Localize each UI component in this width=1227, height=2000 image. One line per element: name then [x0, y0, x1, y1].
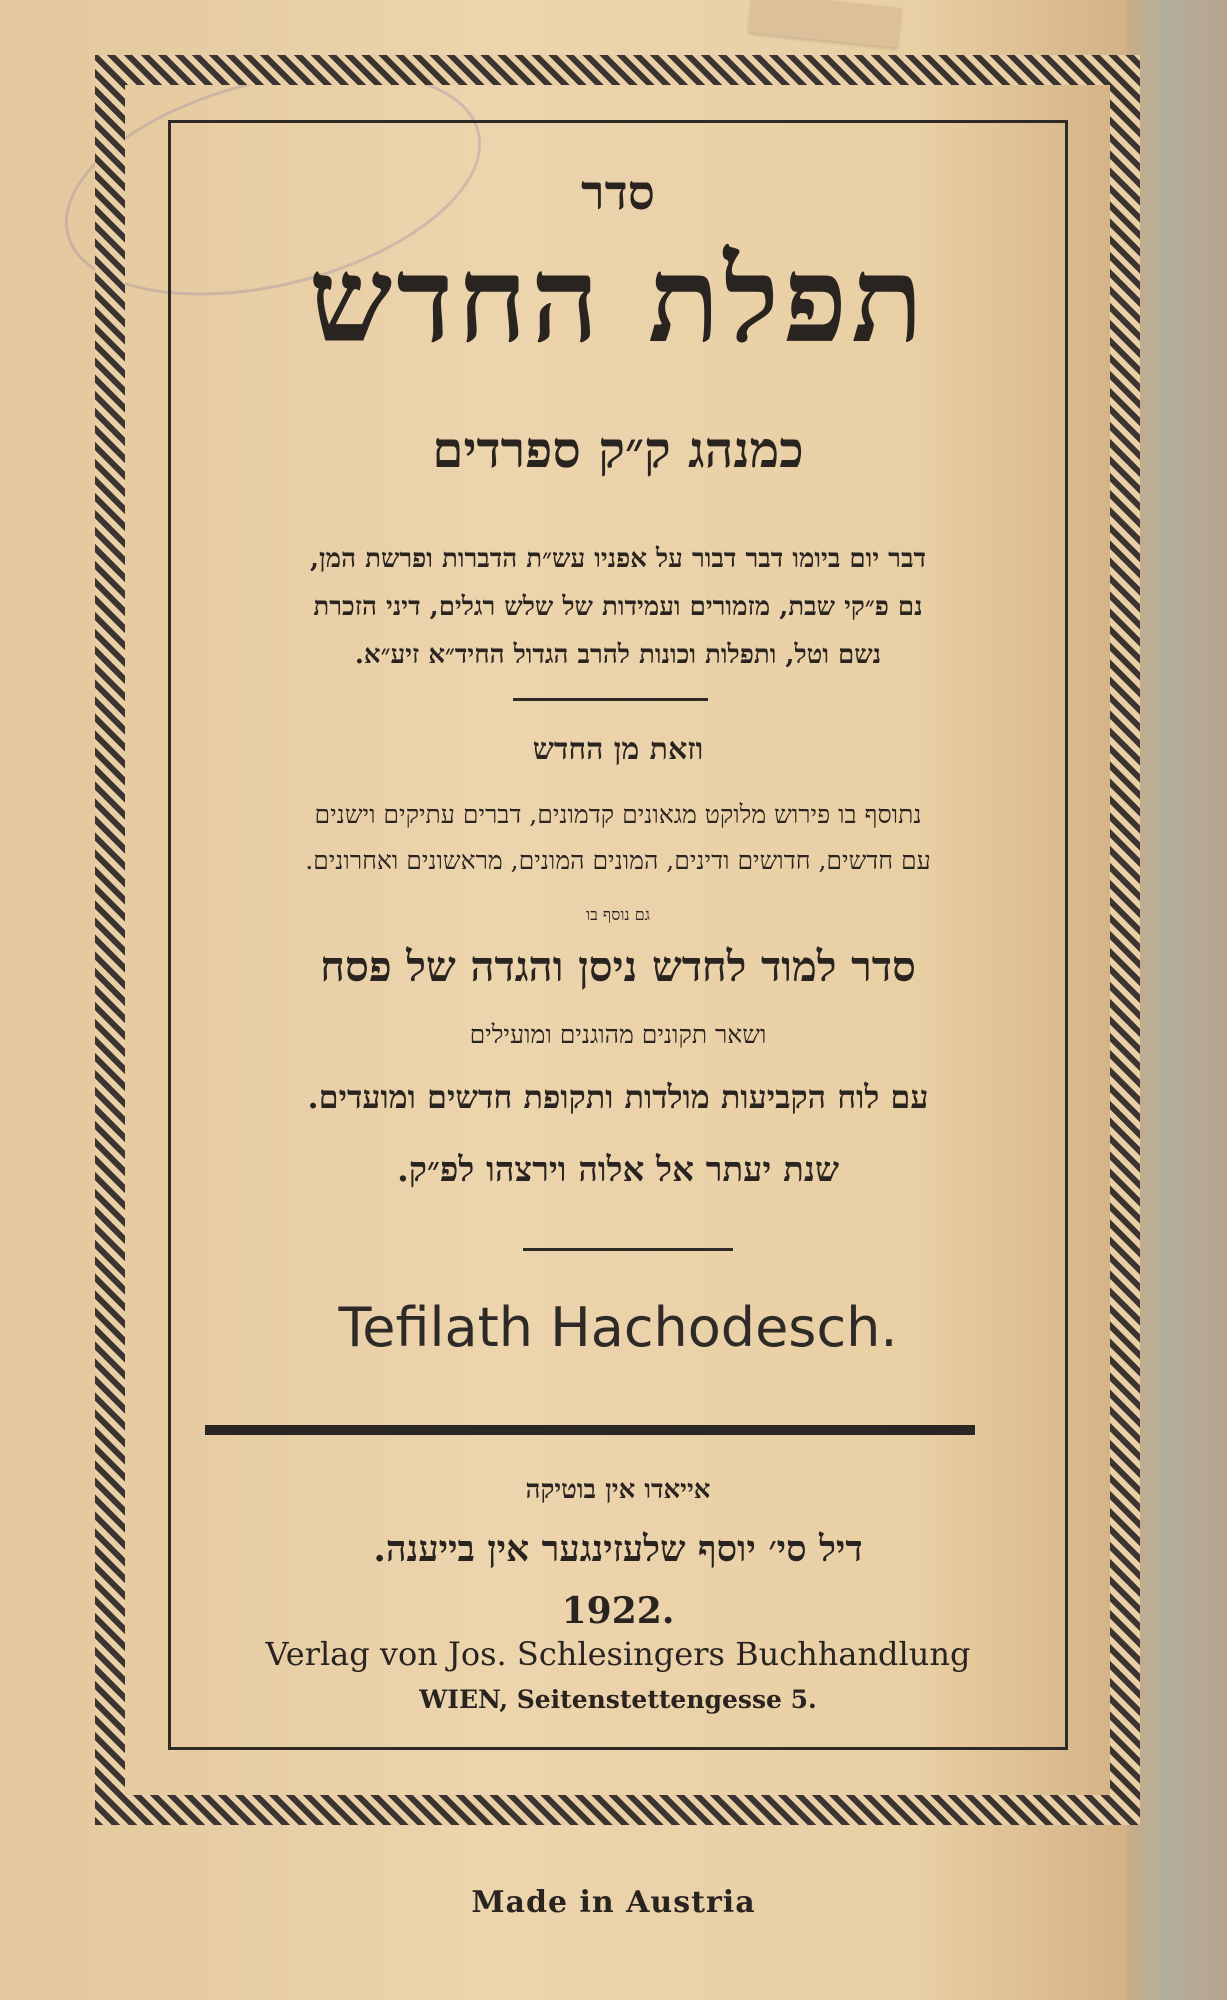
- this-from-heading: וזאת מן החדש: [532, 732, 704, 767]
- made-in-label: Made in Austria: [471, 1885, 756, 1920]
- latin-title: Tefilath Hachodesch.: [338, 1296, 898, 1359]
- divider-rule: [513, 698, 708, 701]
- also-added-label: גם נוסף בו: [586, 905, 650, 924]
- publication-year: 1922.: [561, 1590, 675, 1632]
- seder-heading: סדר: [581, 165, 655, 221]
- hebrew-year-line: שנת יעתר אל אלוה וירצהו לפ״ק.: [396, 1150, 840, 1190]
- description-line: דבר יום ביומו דבר דבור על אפניו עש״ת הדברות ופרשת המן,: [310, 544, 926, 574]
- seder-nisan-title: סדר למוד לחדש ניסן והגדה של פסח: [320, 942, 916, 991]
- added-block: [198, 792, 1038, 884]
- publisher-latin: Verlag von Jos. Schlesingers Buchhandlung: [265, 1635, 971, 1673]
- heavy-divider-rule: [205, 1425, 975, 1435]
- added-line: נתוסף בו פירוש מלוקט מגאונים קדמונים, דברים עתיקים וישנים: [314, 800, 922, 829]
- title-block: [168, 120, 1068, 1750]
- tikunim-line: ושאר תקונים מהוגנים ומועילים: [469, 1020, 767, 1049]
- available-at: אייאדו אין בוטיקה: [525, 1475, 711, 1505]
- description-line: נם פ״קי שבת, מזמורים ועמידות של שלש רגלים, דיני הזכרת: [313, 592, 923, 622]
- description-line: נשם וטל, ותפלות וכונות להרב הגדול החיד״א זיע״א.: [354, 640, 882, 670]
- description-block: [198, 535, 1038, 679]
- added-line: עם חדשים, חדושים ודינים, המונים המונים, מראשונים ואחרונים.: [305, 846, 931, 875]
- paper-tab: [748, 0, 901, 48]
- calendar-line: עם לוח הקביעות מולדות ותקופת חדשים ומועדים.: [307, 1078, 929, 1116]
- publisher-address: WIEN, Seitenstettengesse 5.: [419, 1685, 817, 1714]
- main-title: תפלת החדש: [308, 230, 928, 369]
- subtitle: כמנהג ק״ק ספרדים: [432, 420, 804, 479]
- publisher-hebrew: דיל סי׳ יוסף שלעזינגער אין בייענה.: [373, 1528, 863, 1570]
- divider-rule: [523, 1248, 733, 1251]
- book-spine: [1127, 0, 1227, 2000]
